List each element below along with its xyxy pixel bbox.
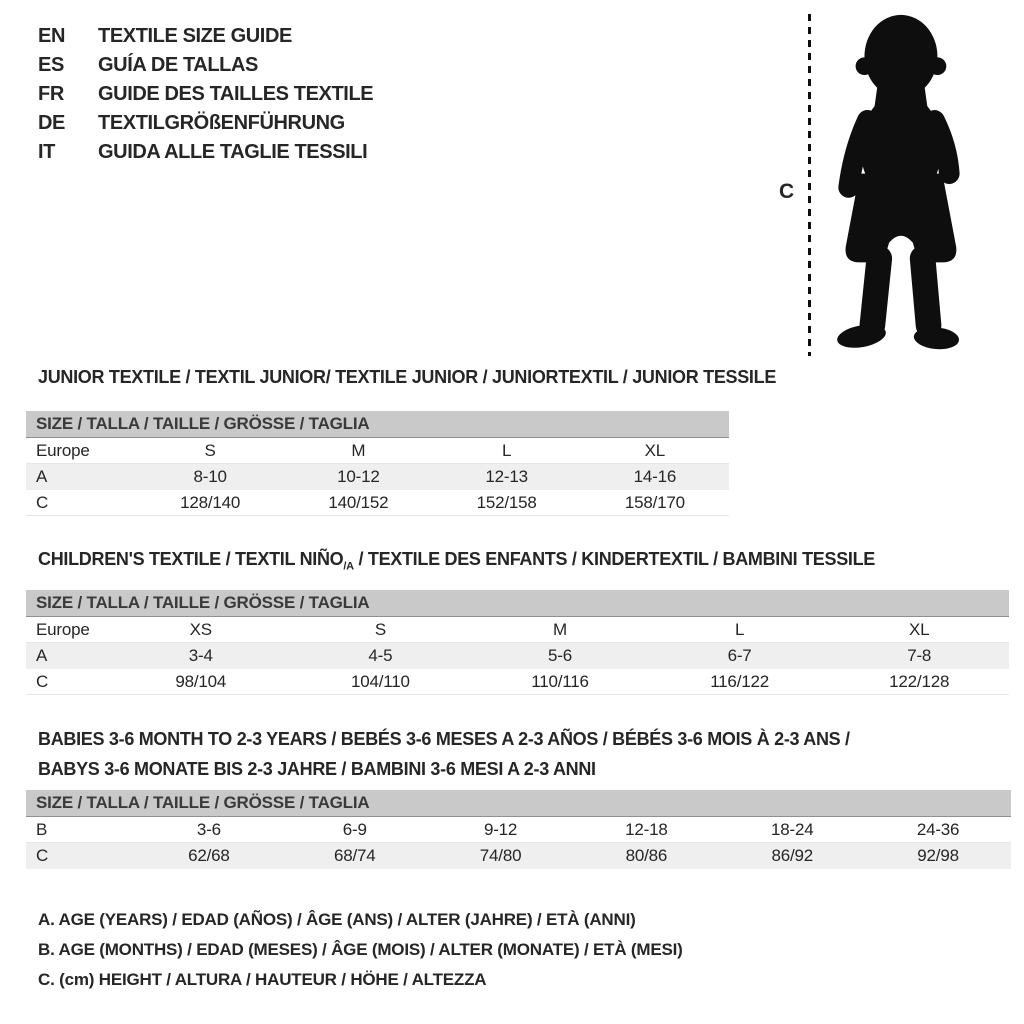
- table-cell: 12-18: [625, 819, 668, 839]
- row-label: Europe: [36, 619, 90, 639]
- table-cell: 9-12: [483, 819, 518, 839]
- language-title: TEXTILE SIZE GUIDE: [98, 25, 292, 47]
- table-cell: XL: [644, 440, 666, 460]
- babies-title-line1: BABIES 3-6 MONTH TO 2-3 YEARS / BEBÉS 3-6 MESES A 2-3 AÑOS / BÉBÉS 3-6 MOIS À 2-3 ANS /: [38, 729, 850, 749]
- table-cell: 5-6: [548, 646, 572, 665]
- language-title: GUÍA DE TALLAS: [98, 54, 258, 76]
- size-table-header: SIZE / TALLA / TAILLE / GRÖSSE / TAGLIA: [26, 790, 1011, 817]
- table-cell: 68/74: [333, 846, 376, 865]
- language-code: IT: [38, 141, 55, 163]
- row-label: B: [36, 819, 48, 839]
- table-cell: M: [351, 440, 366, 460]
- table-cell: S: [374, 619, 386, 639]
- table-cell: L: [734, 619, 745, 639]
- table-cell: 110/116: [531, 671, 589, 691]
- table-cell: 158/170: [624, 492, 685, 512]
- language-code: ES: [38, 54, 64, 76]
- babies-title-line2: BABYS 3-6 MONATE BIS 2-3 JAHRE / BAMBINI 3-6 MESI A 2-3 ANNI: [38, 759, 596, 779]
- legend-line-a: A. AGE (YEARS) / EDAD (AÑOS) / ÂGE (ANS) / ALTER (JAHRE) / ETÀ (ANNI): [38, 910, 636, 929]
- size-table-babies: [26, 790, 1011, 869]
- table-cell: 80/86: [625, 846, 668, 865]
- language-title: TEXTILGRÖßENFÜHRUNG: [98, 112, 345, 134]
- table-cell: 6-9: [342, 819, 367, 839]
- table-cell: L: [501, 440, 512, 460]
- section-title-babies: [38, 724, 850, 784]
- language-code: EN: [38, 25, 65, 47]
- language-row: [38, 138, 373, 167]
- language-title: GUIDE DES TAILLES TEXTILE: [98, 83, 374, 105]
- table-cell: 92/98: [917, 846, 959, 865]
- table-cell: S: [204, 440, 216, 460]
- table-cell: 18-24: [771, 819, 814, 839]
- table-cell: 128/140: [180, 492, 241, 512]
- table-cell: 104/110: [350, 671, 410, 691]
- table-cell: 3-4: [188, 646, 213, 665]
- table-cell: 140/152: [328, 492, 389, 512]
- legend-line-c: C. (cm) HEIGHT / ALTURA / HAUTEUR / HÖHE / ALTEZZA: [38, 970, 487, 989]
- table-cell: 152/158: [476, 492, 537, 512]
- size-table-header: SIZE / TALLA / TAILLE / GRÖSSE / TAGLIA: [26, 590, 1009, 617]
- children-title-suffix: / TEXTILE DES ENFANTS / KINDERTEXTIL / BAMBINI TESSILE: [353, 549, 875, 569]
- children-title-sub: /A: [343, 560, 354, 573]
- size-table-header: SIZE / TALLA / TAILLE / GRÖSSE / TAGLIA: [26, 411, 729, 438]
- legend-line-b: B. AGE (MONTHS) / EDAD (MESES) / ÂGE (MOIS) / ALTER (MONATE) / ETÀ (MESI): [38, 940, 683, 959]
- row-label: Europe: [36, 440, 90, 460]
- table-row-age: [26, 643, 1009, 669]
- row-label: C: [36, 671, 49, 691]
- language-row: [38, 51, 373, 80]
- table-cell: 98/104: [175, 671, 227, 691]
- table-row-height: [26, 669, 1009, 695]
- language-code: FR: [38, 83, 64, 105]
- row-label: C: [36, 492, 49, 512]
- table-cell: M: [553, 619, 567, 639]
- table-cell: 74/80: [479, 846, 522, 865]
- children-title-prefix: CHILDREN'S TEXTILE / TEXTIL NIÑO: [38, 549, 344, 569]
- section-title-children: [38, 544, 875, 582]
- table-cell: 8-10: [193, 467, 227, 486]
- language-title: GUIDA ALLE TAGLIE TESSILI: [98, 141, 368, 163]
- language-row: [38, 80, 373, 109]
- table-row-europe: [26, 617, 1009, 643]
- row-label: C: [36, 846, 49, 865]
- table-cell: 10-12: [337, 467, 380, 486]
- table-cell: 6-7: [727, 646, 752, 665]
- table-cell: 116/122: [710, 671, 769, 691]
- language-list: [38, 22, 373, 167]
- table-cell: 3-6: [196, 819, 221, 839]
- table-cell: XL: [908, 619, 930, 639]
- language-row: [38, 22, 373, 51]
- row-label: A: [36, 646, 48, 665]
- table-cell: 86/92: [771, 846, 814, 865]
- language-code: DE: [38, 112, 65, 134]
- height-measure-label: C: [779, 180, 795, 203]
- table-row-height: [26, 490, 729, 516]
- table-cell: 12-13: [485, 467, 528, 486]
- table-cell: 62/68: [188, 846, 230, 865]
- measure-legend: [38, 910, 683, 1000]
- table-cell: 4-5: [368, 646, 393, 665]
- table-row-age-months: [26, 817, 1011, 843]
- size-table-children: [26, 590, 1009, 695]
- table-row-height: [26, 843, 1011, 869]
- language-row: [38, 109, 373, 138]
- height-dotted-line: [808, 14, 811, 356]
- table-cell: 24-36: [916, 819, 960, 839]
- table-row-europe: [26, 438, 729, 464]
- table-cell: 122/128: [889, 671, 950, 691]
- toddler-silhouette-icon: [818, 10, 976, 355]
- table-row-age: [26, 464, 729, 490]
- table-cell: XS: [189, 619, 212, 639]
- section-title-junior: JUNIOR TEXTILE / TEXTIL JUNIOR/ TEXTILE JUNIOR / JUNIORTEXTIL / JUNIOR TESSILE: [38, 367, 777, 387]
- table-cell: 7-8: [907, 646, 932, 665]
- row-label: A: [36, 467, 48, 486]
- size-table-junior: [26, 411, 729, 516]
- table-cell: 14-16: [633, 467, 677, 486]
